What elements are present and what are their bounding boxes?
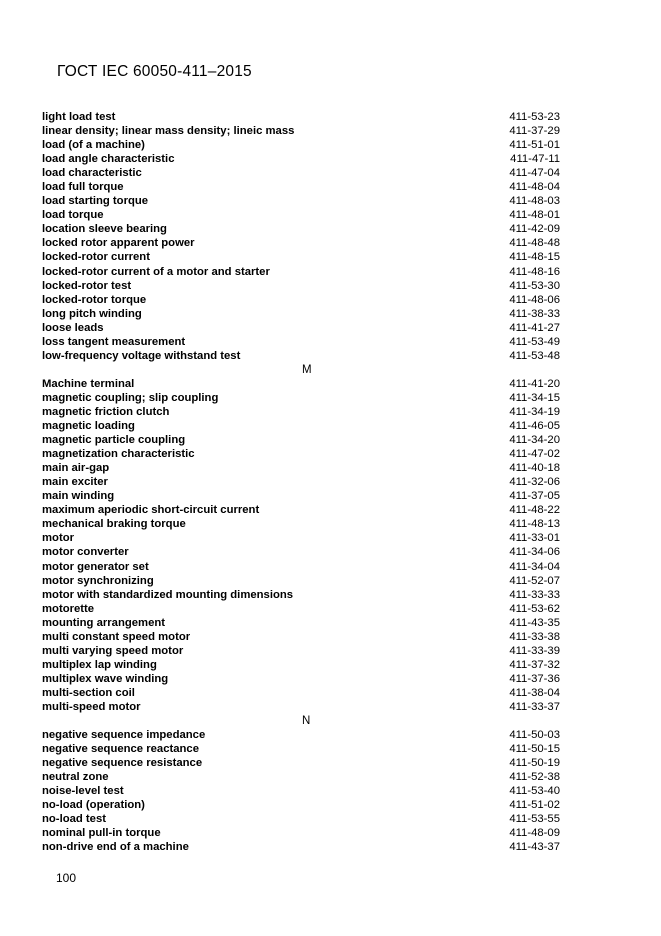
entry-code: 411-34-04 xyxy=(509,560,560,573)
entry-term: non-drive end of a machine xyxy=(42,841,189,854)
entry-code: 411-53-40 xyxy=(509,785,560,798)
entry-term: magnetic loading xyxy=(42,420,135,433)
index-entry xyxy=(42,770,560,784)
entry-term: magnetic friction clutch xyxy=(42,405,170,418)
entry-term: negative sequence resistance xyxy=(42,757,203,770)
entry-code: 411-50-15 xyxy=(509,743,560,756)
entry-code: 411-37-05 xyxy=(509,490,560,503)
index-entry xyxy=(42,672,560,686)
entry-term: magnetic particle coupling xyxy=(42,434,186,447)
index-entry xyxy=(42,531,560,545)
index-entry xyxy=(42,826,560,840)
term-index-list xyxy=(42,110,560,854)
index-entry xyxy=(42,124,560,138)
index-entry xyxy=(42,138,560,152)
index-entry xyxy=(42,236,560,250)
entry-code: 411-47-04 xyxy=(509,167,560,180)
entry-term: load angle characteristic xyxy=(42,153,175,166)
entry-code: 411-40-18 xyxy=(509,462,560,475)
entry-term: negative sequence impedance xyxy=(42,729,206,742)
index-entry xyxy=(42,475,560,489)
entry-term: locked-rotor current xyxy=(42,251,150,264)
entry-code: 411-46-05 xyxy=(509,420,560,433)
index-entry xyxy=(42,503,560,517)
entry-term: motorette xyxy=(42,602,95,615)
entry-code: 411-48-22 xyxy=(509,504,560,517)
entry-code: 411-38-04 xyxy=(509,686,560,699)
section-letter: M xyxy=(302,363,312,376)
entry-code: 411-33-38 xyxy=(509,630,560,643)
entry-term: negative sequence reactance xyxy=(42,743,199,756)
document-header: ГОСТ IEC 60050-411–2015 xyxy=(57,63,252,80)
index-entry xyxy=(42,250,560,264)
entry-term: locked-rotor torque xyxy=(42,293,147,306)
index-entry xyxy=(42,419,560,433)
entry-code: 411-51-01 xyxy=(509,139,560,152)
entry-term: magnetization characteristic xyxy=(42,448,195,461)
entry-code: 411-41-27 xyxy=(509,321,560,334)
index-entry xyxy=(42,658,560,672)
entry-term: motor converter xyxy=(42,546,129,559)
index-entry xyxy=(42,447,560,461)
entry-code: 411-33-39 xyxy=(509,644,560,657)
index-entry xyxy=(42,840,560,854)
section-letter-row xyxy=(42,714,560,728)
index-entry xyxy=(42,798,560,812)
index-entry xyxy=(42,560,560,574)
entry-code: 411-48-01 xyxy=(509,209,560,222)
index-entry xyxy=(42,152,560,166)
index-entry xyxy=(42,335,560,349)
index-entry xyxy=(42,166,560,180)
entry-code: 411-47-11 xyxy=(510,153,560,166)
entry-code: 411-37-36 xyxy=(509,672,560,685)
entry-term: multiplex wave winding xyxy=(42,672,169,685)
index-entry xyxy=(42,686,560,700)
section-letter-row xyxy=(42,363,560,377)
entry-code: 411-51-02 xyxy=(509,799,560,812)
entry-term: no-load (operation) xyxy=(42,799,145,812)
index-entry xyxy=(42,616,560,630)
entry-term: load torque xyxy=(42,209,104,222)
entry-code: 411-53-23 xyxy=(509,111,560,123)
entry-term: load starting torque xyxy=(42,195,149,208)
entry-code: 411-48-48 xyxy=(509,237,560,250)
entry-code: 411-33-33 xyxy=(509,588,560,601)
entry-code: 411-34-19 xyxy=(509,405,560,418)
entry-code: 411-48-15 xyxy=(509,251,560,264)
entry-term: motor generator set xyxy=(42,560,149,573)
entry-code: 411-34-06 xyxy=(509,546,560,559)
entry-term: load (of a machine) xyxy=(42,139,145,152)
index-entry xyxy=(42,784,560,798)
entry-code: 411-47-02 xyxy=(509,448,560,461)
entry-term: neutral zone xyxy=(42,771,109,784)
entry-term: multi-speed motor xyxy=(42,700,141,713)
index-entry xyxy=(42,489,560,503)
entry-term: locked-rotor test xyxy=(42,279,132,292)
entry-code: 411-41-20 xyxy=(509,377,560,390)
index-entry xyxy=(42,377,560,391)
entry-code: 411-48-06 xyxy=(509,293,560,306)
entry-term: light load test xyxy=(42,111,116,123)
entry-term: mechanical braking torque xyxy=(42,518,186,531)
index-entry xyxy=(42,405,560,419)
entry-code: 411-37-29 xyxy=(509,125,560,138)
entry-term: magnetic coupling; slip coupling xyxy=(42,391,219,404)
entry-code: 411-53-48 xyxy=(509,349,560,362)
index-entry xyxy=(42,180,560,194)
index-entry xyxy=(42,644,560,658)
entry-term: mounting arrangement xyxy=(42,616,166,629)
entry-code: 411-52-38 xyxy=(509,771,560,784)
entry-code: 411-48-03 xyxy=(509,195,560,208)
index-entry xyxy=(42,194,560,208)
entry-term: motor synchronizing xyxy=(42,574,154,587)
index-entry xyxy=(42,307,560,321)
entry-code: 411-43-37 xyxy=(509,841,560,854)
entry-term: main winding xyxy=(42,490,115,503)
index-entry xyxy=(42,517,560,531)
index-entry xyxy=(42,630,560,644)
entry-code: 411-48-13 xyxy=(509,518,560,531)
index-entry xyxy=(42,433,560,447)
entry-term: no-load test xyxy=(42,813,107,826)
entry-code: 411-52-07 xyxy=(509,574,560,587)
entry-term: main exciter xyxy=(42,476,108,489)
entry-term: motor with standardized mounting dimensions xyxy=(42,588,294,601)
entry-code: 411-48-16 xyxy=(509,265,560,278)
entry-term: multi varying speed motor xyxy=(42,644,184,657)
index-entry xyxy=(42,742,560,756)
entry-code: 411-53-62 xyxy=(509,602,560,615)
entry-code: 411-50-03 xyxy=(509,729,560,742)
entry-term: multiplex lap winding xyxy=(42,658,157,671)
entry-code: 411-43-35 xyxy=(509,616,560,629)
entry-term: load full torque xyxy=(42,181,124,194)
entry-code: 411-34-15 xyxy=(509,391,560,404)
entry-term: low-frequency voltage withstand test xyxy=(42,349,241,362)
index-entry xyxy=(42,588,560,602)
entry-code: 411-42-09 xyxy=(509,223,560,236)
index-entry xyxy=(42,349,560,363)
entry-term: locked rotor apparent power xyxy=(42,237,195,250)
section-letter: N xyxy=(302,715,311,728)
entry-term: loose leads xyxy=(42,321,104,334)
entry-code: 411-53-49 xyxy=(509,335,560,348)
entry-code: 411-38-33 xyxy=(509,307,560,320)
entry-code: 411-37-32 xyxy=(509,658,560,671)
entry-code: 411-33-01 xyxy=(509,532,560,545)
entry-term: maximum aperiodic short-circuit current xyxy=(42,504,260,517)
index-entry xyxy=(42,110,560,124)
entry-term: Machine terminal xyxy=(42,377,135,390)
entry-term: loss tangent measurement xyxy=(42,335,186,348)
index-entry xyxy=(42,812,560,826)
entry-code: 411-48-04 xyxy=(509,181,560,194)
index-entry xyxy=(42,700,560,714)
entry-term: motor xyxy=(42,532,75,545)
entry-term: nominal pull-in torque xyxy=(42,827,161,840)
index-entry xyxy=(42,265,560,279)
index-entry xyxy=(42,461,560,475)
index-entry xyxy=(42,545,560,559)
index-entry xyxy=(42,208,560,222)
index-entry xyxy=(42,222,560,236)
entry-term: multi constant speed motor xyxy=(42,630,191,643)
index-entry xyxy=(42,602,560,616)
entry-code: 411-53-55 xyxy=(509,813,560,826)
entry-code: 411-48-09 xyxy=(509,827,560,840)
index-entry xyxy=(42,728,560,742)
entry-code: 411-33-37 xyxy=(509,700,560,713)
entry-term: linear density; linear mass density; lineic mass xyxy=(42,125,295,138)
entry-code: 411-53-30 xyxy=(509,279,560,292)
entry-code: 411-32-06 xyxy=(509,476,560,489)
entry-term: long pitch winding xyxy=(42,307,142,320)
index-entry xyxy=(42,293,560,307)
entry-term: load characteristic xyxy=(42,167,142,180)
index-entry xyxy=(42,391,560,405)
page-number: 100 xyxy=(56,871,77,885)
entry-code: 411-34-20 xyxy=(509,434,560,447)
entry-term: multi-section coil xyxy=(42,686,135,699)
entry-term: main air-gap xyxy=(42,462,110,475)
entry-term: noise-level test xyxy=(42,785,124,798)
index-entry xyxy=(42,756,560,770)
entry-code: 411-50-19 xyxy=(509,757,560,770)
index-entry xyxy=(42,279,560,293)
index-entry xyxy=(42,574,560,588)
index-entry xyxy=(42,321,560,335)
entry-term: location sleeve bearing xyxy=(42,223,167,236)
entry-term: locked-rotor current of a motor and starter xyxy=(42,265,270,278)
